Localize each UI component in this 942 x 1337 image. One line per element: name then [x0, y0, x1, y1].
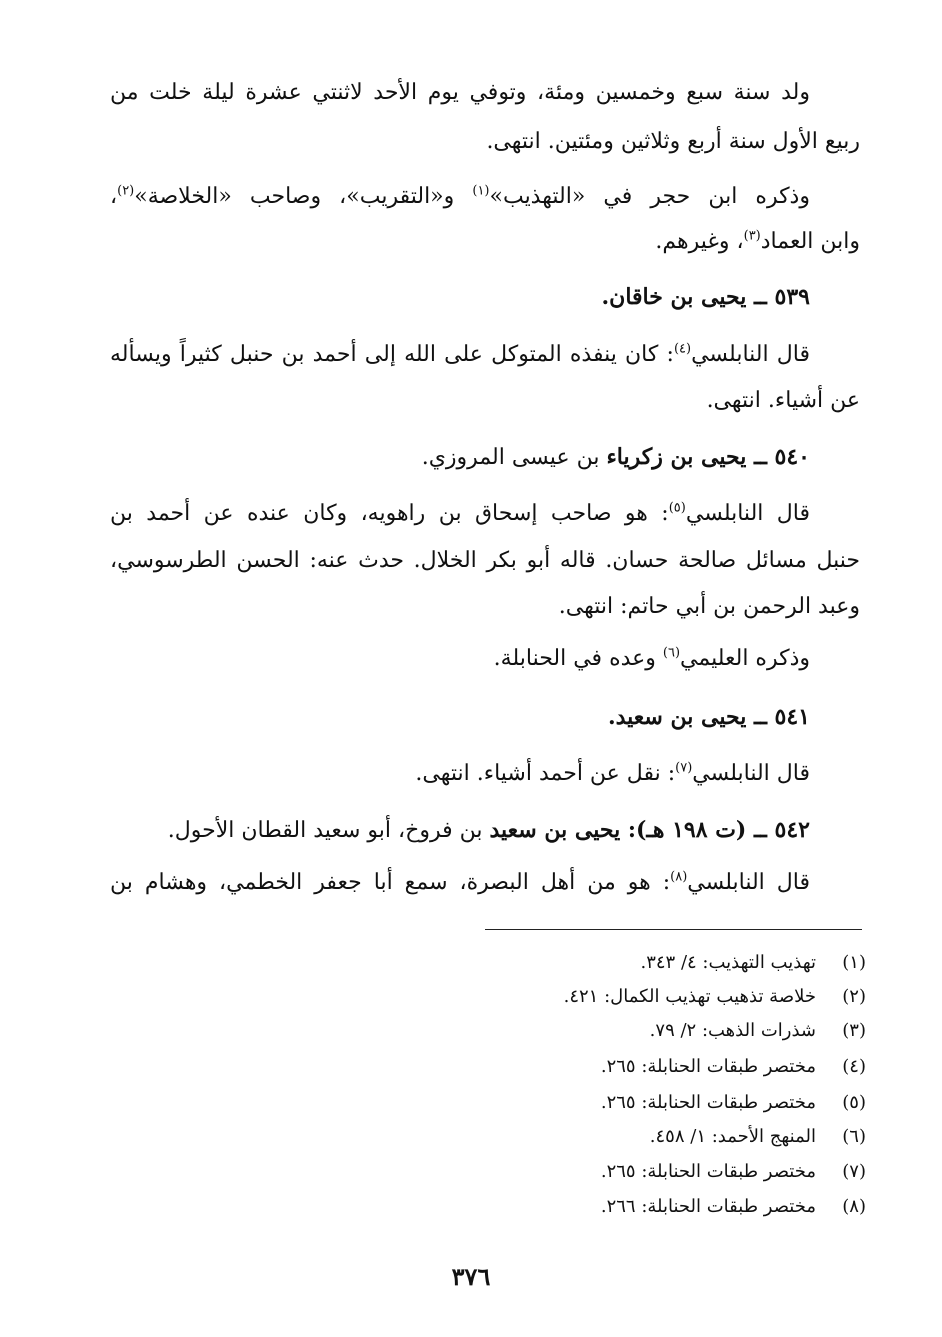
- entry-heading-539: ٥٣٩ ــ يحيى بن خاقان.: [601, 284, 810, 310]
- footnote-item: (٧)مختصر طبقات الحنابلة: ٢٦٥.: [600, 1161, 866, 1182]
- footnote-item: (٣)شذرات الذهب: ٢/ ٧٩.: [649, 1020, 866, 1041]
- text-line: ولد سنة سبع وخمسين ومئة، وتوفي يوم الأحد لاثنتي عشرة ليلة خلت من: [110, 80, 810, 105]
- text-line: حنبل مسائل صالحة حسان. قاله أبو بكر الخلال. حدث عنه: الحسن الطرسوسي،: [110, 548, 860, 573]
- text-line: وعبد الرحمن بن أبي حاتم: انتهى.: [558, 594, 860, 619]
- footnote-item: (٦)المنهج الأحمد: ١/ ٤٥٨.: [649, 1126, 866, 1147]
- entry-heading-542: ٥٤٢ ــ (ت ١٩٨ هـ): يحيى بن سعيد بن فروخ، أبو سعيد القطان الأحول.: [167, 817, 810, 843]
- footnote-ref: (٢): [117, 183, 135, 199]
- text-line: عن أشياء. انتهى.: [706, 388, 860, 413]
- footnote-divider: [485, 929, 862, 930]
- footnote-ref: (٨): [670, 869, 688, 885]
- entry-heading-540: ٥٤٠ ــ يحيى بن زكرياء بن عيسى المروزي.: [421, 444, 810, 470]
- text-line: قال النابلسي$^{(٧)}$: نقل عن أحمد أشياء. انتهى.: [415, 760, 810, 786]
- text-line: وذكره العليمي$^{(٦)}$ وعده في الحنابلة.: [493, 645, 810, 671]
- text-line: ربيع الأول سنة أربع وثلاثين ومئتين. انتهى.: [486, 129, 860, 154]
- footnote-ref: (١): [472, 183, 490, 199]
- text-line: وذكره ابن حجر في «التهذيب»$^{(١)}$ و«التقريب»، وصاحب «الخلاصة»$^{(٢)}$،: [110, 183, 810, 209]
- footnote-item: (٨)مختصر طبقات الحنابلة: ٢٦٦.: [600, 1196, 866, 1217]
- text-line: قال النابلسي$^{(٥)}$: هو صاحب إسحاق بن راهويه، وكان عنده عن أحمد بن: [110, 500, 811, 526]
- page-number: ٣٧٦: [451, 1262, 491, 1291]
- text-line: قال النابلسي$^{(٨)}$: هو من أهل البصرة، سمع أبا جعفر الخطمي، وهشام بن: [110, 869, 810, 895]
- footnote-item: (١)تهذيب التهذيب: ٤/ ٣٤٣.: [640, 952, 866, 973]
- text-line: وابن العماد$^{(٣)}$، وغيرهم.: [655, 228, 860, 254]
- footnote-ref: (٣): [743, 228, 761, 244]
- footnote-ref: (٧): [675, 760, 693, 776]
- footnote-item: (٢)خلاصة تذهيب تهذيب الكمال: ٤٢١.: [563, 986, 866, 1007]
- footnote-item: (٤)مختصر طبقات الحنابلة: ٢٦٥.: [600, 1056, 866, 1077]
- text-line: قال النابلسي$^{(٤)}$: كان ينفذه المتوكل على الله إلى أحمد بن حنبل كثيراً ويسأله: [110, 341, 810, 367]
- footnote-ref: (٥): [668, 500, 686, 516]
- footnote-ref: (٦): [662, 645, 681, 661]
- footnote-ref: (٤): [673, 341, 692, 357]
- entry-heading-541: ٥٤١ ــ يحيى بن سعيد.: [607, 704, 810, 730]
- footnote-item: (٥)مختصر طبقات الحنابلة: ٢٦٥.: [600, 1092, 866, 1113]
